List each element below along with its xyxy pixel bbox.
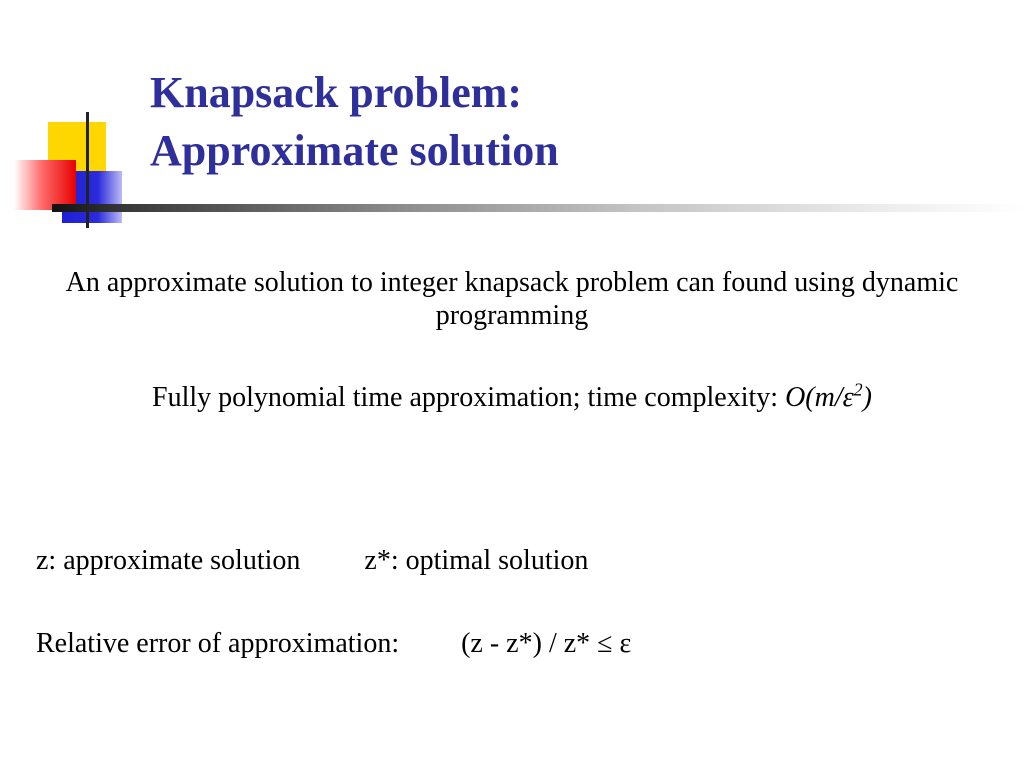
zstar-definition: z*: optimal solution xyxy=(364,545,589,576)
title-line-1: Knapsack problem: xyxy=(150,68,523,117)
decorative-red-square xyxy=(14,160,76,210)
slide-title xyxy=(150,64,950,180)
paragraph-dynamic-programming: An approximate solution to integer knapsack problem can found using dynamic programming xyxy=(65,267,959,331)
formula-close: ) xyxy=(862,382,872,413)
time-complexity-formula xyxy=(785,379,872,413)
formula-base: O(m/ε xyxy=(785,382,854,413)
paragraph-time-complexity xyxy=(40,381,984,414)
title-line-2: Approximate solution xyxy=(150,126,559,175)
paragraph-definitions xyxy=(36,544,936,577)
z-definition: z: approximate solution xyxy=(36,545,301,576)
relative-error-label: Relative error of approximation: xyxy=(36,628,400,659)
paragraph-relative-error xyxy=(36,627,936,660)
relative-error-formula: (z - z*) / z* ≤ ε xyxy=(461,628,632,659)
time-complexity-text: Fully polynomial time approximation; time complexity: xyxy=(152,382,786,413)
formula-exponent: 2 xyxy=(853,379,863,400)
title-underline-rule xyxy=(52,204,1024,212)
